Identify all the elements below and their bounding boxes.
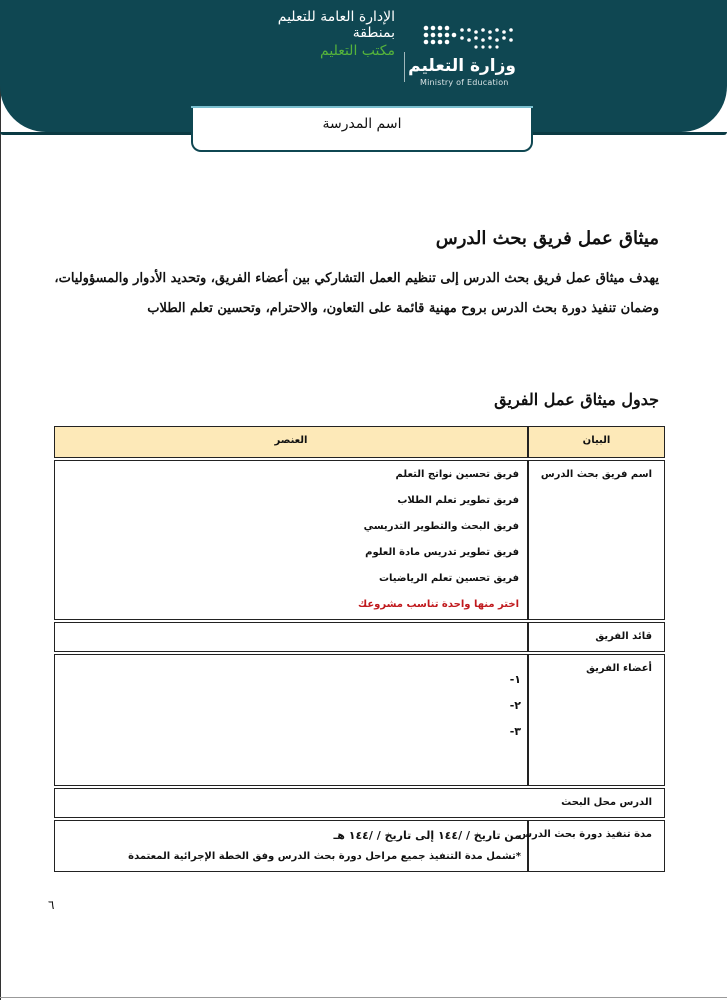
intro-paragraph: يهدف ميثاق عمل فريق بحث الدرس إلى تنظيم العمل التشاركي بين أعضاء الفريق، وتحديد الأدوار والمسؤوليات، وضمان تنفيذ دورة بحث الدرس بروح مهنية قائمة على التعاون، والاحترام، وتحسين تعلم الطلاب [54, 271, 659, 316]
region-name: بمنطقة [352, 25, 395, 41]
member-line: ٣- [509, 725, 521, 738]
administration-name: الإدارة العامة للتعليم [277, 9, 395, 25]
team-option: فريق تطوير تعلم الطلاب [397, 495, 519, 506]
duration-label: مدة تنفيذ دورة بحث الدرس [518, 829, 652, 840]
team-option: فريق تحسين تعلم الرياضيات [379, 573, 519, 584]
team-option: فريق تطوير تدريس مادة العلوم [365, 547, 519, 558]
team-members-value-cell[interactable] [54, 654, 528, 786]
team-option: فريق تحسين نواتج التعلم [395, 469, 519, 480]
duration-dates: من تاريخ / /١٤٤ إلى تاريخ / /١٤٤ هـ [333, 829, 521, 842]
logo-divider [404, 52, 405, 82]
team-leader-label: قائد الفريق [595, 631, 652, 642]
lesson-label: الدرس محل البحث [561, 797, 652, 808]
education-office-name: مكتب التعليم [320, 43, 395, 59]
team-leader-label-cell [528, 622, 665, 652]
member-line: ١- [509, 673, 521, 686]
team-members-row [54, 654, 665, 786]
table-header-row [54, 426, 665, 458]
team-members-label-cell [528, 654, 665, 786]
document-title: ميثاق عمل فريق بحث الدرس [435, 228, 659, 249]
ministry-dots-icon [418, 22, 522, 58]
school-name: اسم المدرسة [322, 116, 402, 132]
team-members-label: أعضاء الفريق [586, 663, 652, 674]
administration-block [278, 10, 395, 58]
duration-row [54, 820, 665, 872]
member-line: ٢- [509, 699, 521, 712]
header-value-text: العنصر [274, 435, 308, 446]
team-name-label-cell [528, 460, 665, 620]
lesson-cell[interactable] [54, 788, 665, 818]
team-options-cell [54, 460, 528, 620]
table-title: جدول ميثاق عمل الفريق [494, 390, 659, 409]
duration-note: *تشمل مدة التنفيذ جميع مراحل دورة بحث الدرس وفق الخطة الإجرائية المعتمدة [128, 851, 521, 862]
ministry-name-arabic: وزارة التعليم [408, 56, 516, 76]
lesson-row [54, 788, 665, 818]
team-leader-row [54, 622, 665, 652]
header-cell-label [528, 426, 665, 458]
page-number: ٦ [48, 898, 55, 912]
team-choose-note: اختر منها واحدة تناسب مشروعك [358, 599, 519, 610]
duration-value-cell[interactable] [54, 820, 528, 872]
ministry-name-english: Ministry of Education [420, 78, 509, 87]
duration-label-cell [518, 820, 665, 872]
team-leader-value-cell[interactable] [54, 622, 528, 652]
header-label-text: البيان [582, 435, 611, 446]
school-name-tab [191, 106, 533, 152]
team-name-row [54, 460, 665, 620]
page-bottom-border [0, 997, 727, 998]
header-cell-value [54, 426, 528, 458]
page-left-border [0, 0, 1, 1000]
ministry-logo [408, 18, 528, 92]
team-option: فريق البحث والتطوير التدريسي [363, 521, 519, 532]
team-name-label: اسم فريق بحث الدرس [540, 469, 652, 480]
